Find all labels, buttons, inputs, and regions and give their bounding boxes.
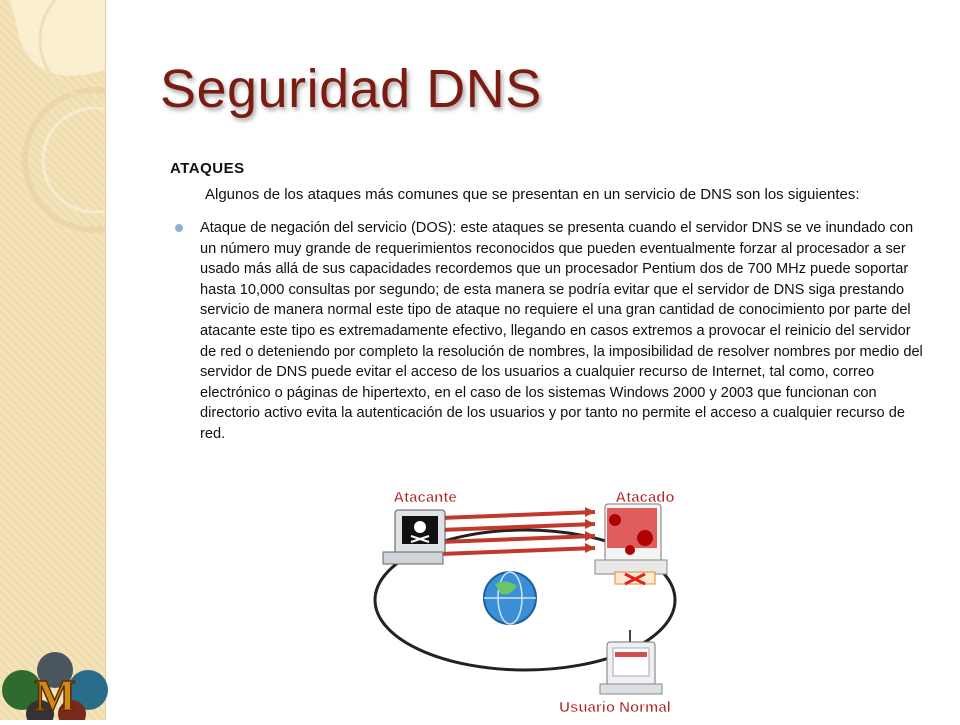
sidebar-ornament [0, 0, 105, 720]
page-title: Seguridad DNS [160, 59, 542, 119]
attacked-server-icon [595, 504, 667, 574]
bullet-item-dos: Ataque de negación del servicio (DOS): este ataques se presenta cuando el servidor DNS se ve inundado con un número muy grande de requerimientos reconocidos que pueden eventualmente forzar al procesador a ser usado más allá de sus capacidades recordemos que un procesador Pentium dos de 700 MHz puede soportar hasta 10,000 consultas por segundo; de esta manera se podría evitar que el servidor de DNS siga prestando servicio de manera normal este tipo de ataque no requiere el una gran cantidad de conocimiento por parte del atacante este tipo es extremadamente efectivo, llegando en casos extremos a provocar el reinicio del servidor de red o deteniendo por completo la resolución de nombres, la imposibilidad de resolver nombres por medio del servidor de DNS puede evitar el acceso de los usuarios a cualquier recurso de Internet, tal como, correo electrónico o páginas de hipertexto, en el caso de los sistemas Windows 2000 y 2003 que funcionan con directorio activo evita la autenticación de los usuarios y por tanto no permite el acceso a cualquier recurso de red. [200, 220, 923, 442]
normal-user-label: Usuario Normal [559, 699, 671, 716]
bullet-icon [175, 224, 183, 232]
internet-globe-icon [484, 572, 536, 624]
attacked-label: Atacado [615, 489, 675, 506]
section-heading: ATAQUES [170, 160, 245, 177]
decorative-sidebar [0, 0, 106, 720]
blocked-x-icon [615, 572, 655, 584]
normal-user-computer-icon [600, 642, 662, 694]
logo-letter: M [34, 671, 76, 720]
magic-logo [0, 632, 110, 720]
dos-attack-diagram [345, 480, 725, 720]
attacker-computer-icon [383, 510, 445, 564]
attacker-label: Atacante [393, 489, 457, 506]
intro-text: Algunos de los ataques más comunes que se presentan en un servicio de DNS son los siguientes: [205, 186, 860, 203]
